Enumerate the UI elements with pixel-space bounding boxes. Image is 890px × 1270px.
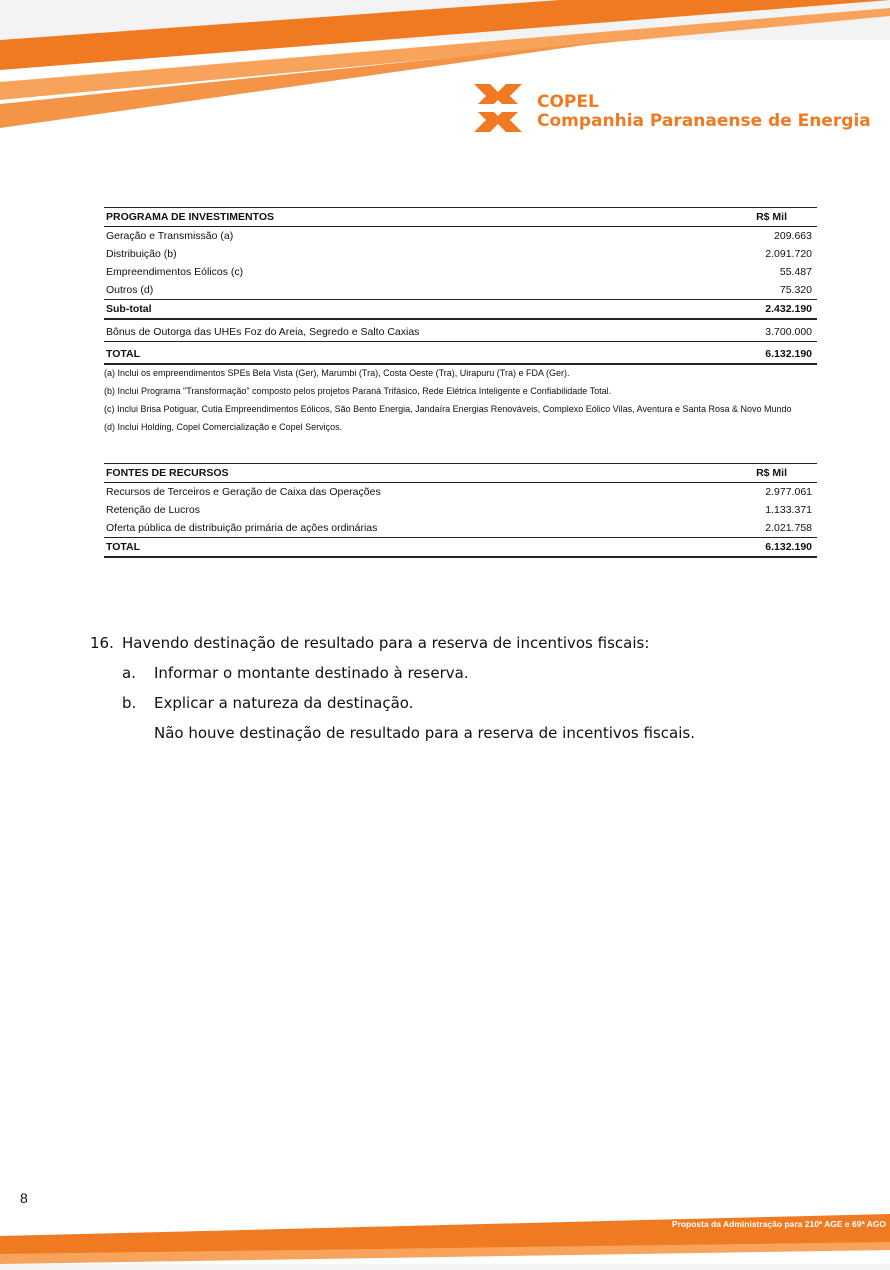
footnotes <box>104 367 817 439</box>
table-row <box>104 519 817 537</box>
investments-header-label: PROGRAMA DE INVESTIMENTOS <box>106 211 275 223</box>
brand-full-name: Companhia Paranaense de Energia <box>537 111 871 131</box>
bonus-row <box>104 323 817 341</box>
table-row <box>104 263 817 281</box>
bonus-value: 3.700.000 <box>765 326 812 338</box>
item-text: Informar o montante destinado à reserva. <box>154 664 469 682</box>
brand-name: COPEL <box>537 92 599 112</box>
row-label: Empreendimentos Eólicos (c) <box>106 266 244 278</box>
total-value: 6.132.190 <box>765 541 812 553</box>
list-item <box>90 688 850 718</box>
bonus-label: Bônus de Outorga das UHEs Foz do Areia, Segredo e Salto Caxias <box>106 326 420 338</box>
footnote: (a) Inclui os empreendimentos SPEs Bela Vista (Ger), Marumbi (Tra), Costa Oeste (Tra), Uirapuru (Tra) e FDA (Ger). <box>104 368 570 378</box>
table-row <box>104 245 817 263</box>
row-label: Oferta pública de distribuição primária de ações ordinárias <box>106 522 378 534</box>
sources-header-label: FONTES DE RECURSOS <box>106 467 229 479</box>
footnote: (d) Inclui Holding, Copel Comercialização e Copel Serviços. <box>104 422 343 432</box>
question-number: 16. <box>90 634 114 652</box>
row-label: Retenção de Lucros <box>106 504 200 516</box>
question-text: Havendo destinação de resultado para a reserva de incentivos fiscais: <box>122 634 650 652</box>
investments-header-unit: R$ Mil <box>756 211 787 223</box>
item-label: b. <box>122 694 137 712</box>
row-value: 1.133.371 <box>765 504 812 516</box>
sources-table <box>104 463 817 558</box>
sources-header-unit: R$ Mil <box>756 467 787 479</box>
table-row <box>104 501 817 519</box>
row-value: 75.320 <box>779 284 812 296</box>
table-row <box>104 227 817 245</box>
row-label: Geração e Transmissão (a) <box>106 230 234 242</box>
row-label: Recursos de Terceiros e Geração de Caixa das Operações <box>106 486 381 498</box>
table-row <box>104 281 817 299</box>
investments-header-row <box>104 208 817 226</box>
total-row <box>104 345 817 363</box>
footnote: (c) Inclui Brisa Potiguar, Cutia Empreendimentos Eólicos, São Bento Energia, Jandaíra Energias Renováveis, Complexo Eólico Vilas, Aventura e Santa Rosa & Novo Mundo <box>104 404 792 414</box>
row-value: 209.663 <box>774 230 812 242</box>
footnote: (b) Inclui Programa "Transformação" composto pelos projetos Paraná Trifásico, Rede Elétrica Inteligente e Confiabilidade Total. <box>104 386 612 396</box>
footer-text: Proposta da Administração para 210ª AGE e 69ª AGO <box>671 1219 886 1229</box>
row-label: Outros (d) <box>106 284 154 296</box>
page-number: 8 <box>20 1190 28 1206</box>
subtotal-row <box>104 300 817 318</box>
total-value: 6.132.190 <box>765 348 812 360</box>
sources-header-row <box>104 464 817 482</box>
total-row <box>104 538 817 556</box>
answer-text: Não houve destinação de resultado para a reserva de incentivos fiscais. <box>154 724 695 742</box>
subtotal-label: Sub-total <box>106 303 152 315</box>
item-text: Explicar a natureza da destinação. <box>154 694 414 712</box>
subtotal-value: 2.432.190 <box>765 303 812 315</box>
table-row <box>104 483 817 501</box>
list-item <box>90 658 850 688</box>
question-16 <box>90 628 850 748</box>
investments-table <box>104 207 817 365</box>
row-label: Distribuição (b) <box>106 248 177 260</box>
copel-logo-icon <box>472 82 524 134</box>
total-label: TOTAL <box>106 541 141 553</box>
row-value: 2.021.758 <box>765 522 812 534</box>
copel-logo <box>472 82 872 134</box>
row-value: 2.977.061 <box>765 486 812 498</box>
row-value: 2.091.720 <box>765 248 812 260</box>
item-label: a. <box>122 664 136 682</box>
total-label: TOTAL <box>106 348 141 360</box>
row-value: 55.487 <box>779 266 812 278</box>
